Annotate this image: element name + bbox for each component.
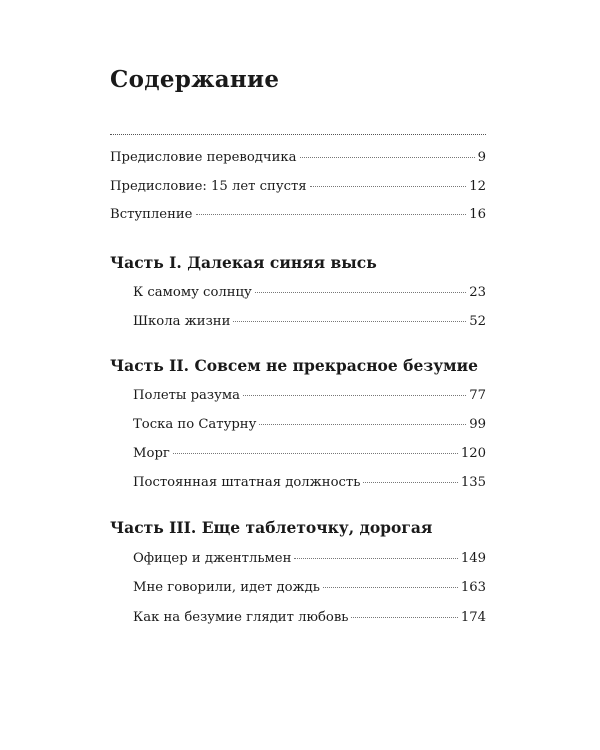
toc-entry-label: К самому солнцу <box>133 285 252 300</box>
part-heading: Часть II. Совсем не прекрасное безумие <box>110 356 478 375</box>
toc-entry-page: 52 <box>469 314 486 329</box>
dot-leader <box>255 292 466 293</box>
toc-entry-label: Школа жизни <box>133 314 231 329</box>
toc-entry-page: 23 <box>469 285 486 300</box>
toc-title: Содержание <box>110 66 280 93</box>
toc-entry[interactable] <box>133 285 486 300</box>
toc-entry-page: 9 <box>477 150 486 165</box>
dot-leader <box>243 395 466 396</box>
toc-entry-label: Как на безумие глядит любовь <box>133 610 349 625</box>
toc-entry-page: 77 <box>469 388 486 403</box>
toc-entry-label: Предисловие: 15 лет спустя <box>110 179 307 194</box>
dot-leader <box>173 453 458 454</box>
part-heading: Часть III. Еще таблеточку, дорогая <box>110 518 433 537</box>
dotted-divider <box>110 124 486 135</box>
toc-entry[interactable] <box>133 388 486 403</box>
toc-entry-page: 99 <box>469 417 486 432</box>
toc-entry-page: 120 <box>460 446 486 461</box>
toc-entry-label: Предисловие переводчика <box>110 150 297 165</box>
toc-entry[interactable] <box>133 551 486 566</box>
toc-entry-label: Вступление <box>110 207 193 222</box>
part-heading: Часть I. Далекая синяя высь <box>110 253 377 272</box>
toc-entry[interactable] <box>133 314 486 329</box>
toc-entry[interactable] <box>133 580 486 595</box>
dot-leader <box>323 587 458 588</box>
toc-entry-page: 163 <box>460 580 486 595</box>
dot-leader <box>259 424 466 425</box>
toc-entry-page: 16 <box>469 207 486 222</box>
dot-leader <box>294 558 457 559</box>
toc-entry-page: 12 <box>469 179 486 194</box>
dot-leader <box>310 186 467 187</box>
toc-entry[interactable] <box>110 179 486 194</box>
toc-entry[interactable] <box>133 610 486 625</box>
dot-leader <box>233 321 466 322</box>
toc-entry[interactable] <box>110 150 486 165</box>
toc-entry[interactable] <box>133 417 486 432</box>
toc-entry-label: Мне говорили, идет дождь <box>133 580 320 595</box>
toc-entry-label: Тоска по Сатурну <box>133 417 257 432</box>
toc-entry-label: Постоянная штатная должность <box>133 475 361 490</box>
dot-leader <box>300 157 475 158</box>
toc-entry-page: 135 <box>460 475 486 490</box>
dot-leader <box>196 214 467 215</box>
dot-leader <box>363 482 457 483</box>
toc-entry-page: 149 <box>460 551 486 566</box>
toc-entry-page: 174 <box>460 610 486 625</box>
toc-entry-label: Офицер и джентльмен <box>133 551 292 566</box>
toc-entry[interactable] <box>133 475 486 490</box>
dot-leader <box>351 617 457 618</box>
toc-entry-label: Полеты разума <box>133 388 240 403</box>
toc-entry-label: Морг <box>133 446 170 461</box>
toc-entry[interactable] <box>133 446 486 461</box>
toc-entry[interactable] <box>110 207 486 222</box>
